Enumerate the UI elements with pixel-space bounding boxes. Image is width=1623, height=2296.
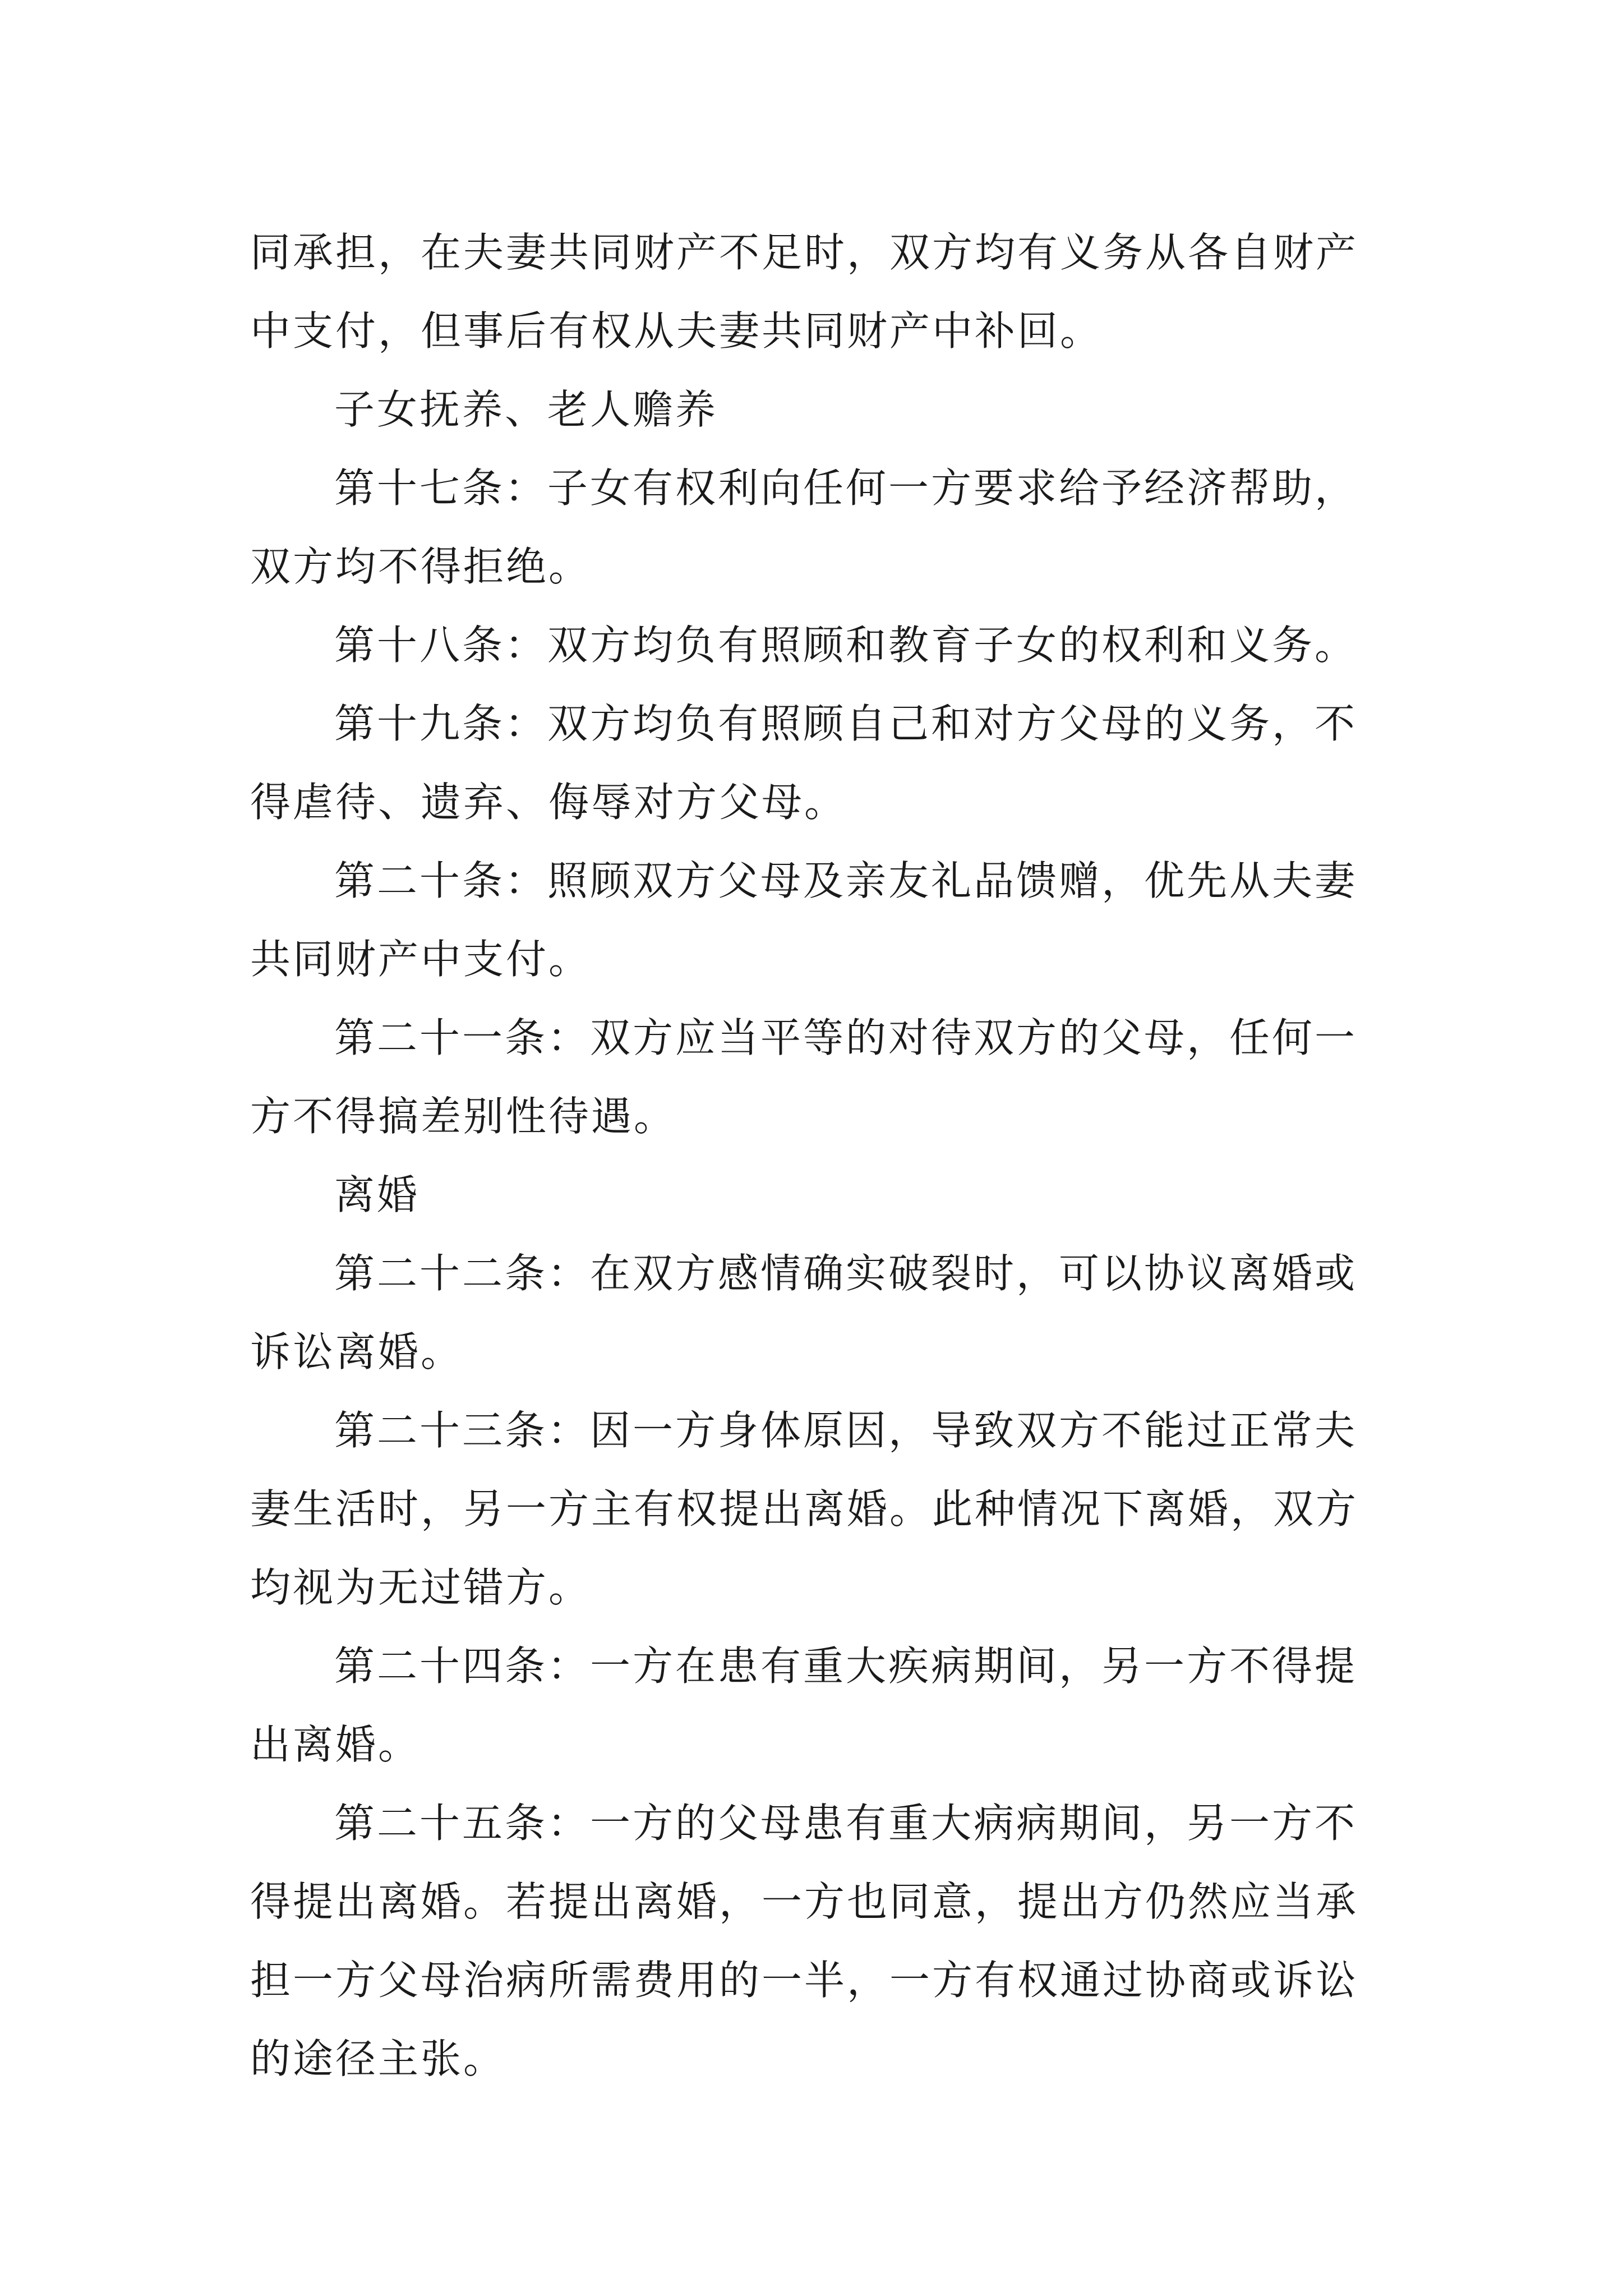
section-heading-child-support: 子女抚养、老人赡养 (334, 386, 718, 433)
article-17: 第十七条：子女有权利向任何一方要求给予经济帮助， (334, 464, 1358, 512)
text-line: 妻生活时，另一方主有权提出离婚。此种情况下离婚，双方 (250, 1485, 1359, 1533)
article-18: 第十八条：双方均负有照顾和教育子女的权利和义务。 (334, 622, 1358, 669)
article-25: 第二十五条：一方的父母患有重大病病期间，另一方不 (334, 1800, 1358, 1847)
text-line: 的途径主张。 (250, 2035, 506, 2082)
section-heading-divorce: 离婚 (334, 1171, 420, 1218)
text-line: 双方均不得拒绝。 (250, 543, 592, 590)
document-body (250, 213, 1389, 2098)
text-line: 方不得搞差别性待遇。 (250, 1093, 677, 1140)
text-line: 中支付，但事后有权从夫妻共同财产中补回。 (250, 307, 1103, 355)
text-line: 担一方父母治病所需费用的一半，一方有权通过协商或诉讼 (250, 1957, 1359, 2004)
text-line: 出离婚。 (250, 1721, 421, 1768)
text-line: 均视为无过错方。 (250, 1564, 592, 1611)
article-24: 第二十四条：一方在患有重大疾病期间，另一方不得提 (334, 1642, 1358, 1690)
text-line: 诉讼离婚。 (250, 1328, 464, 1375)
text-line: 得虐待、遗弃、侮辱对方父母。 (250, 779, 847, 826)
article-21: 第二十一条：双方应当平等的对待双方的父母，任何一 (334, 1014, 1358, 1061)
text-line: 得提出离婚。若提出离婚，一方也同意，提出方仍然应当承 (250, 1878, 1359, 1925)
article-23: 第二十三条：因一方身体原因，导致双方不能过正常夫 (334, 1407, 1358, 1454)
article-20: 第二十条：照顾双方父母及亲友礼品馈赠，优先从夫妻 (334, 857, 1358, 904)
text-line: 共同财产中支付。 (250, 936, 592, 983)
text-line: 同承担，在夫妻共同财产不足时，双方均有义务从各自财产 (250, 229, 1359, 276)
article-22: 第二十二条：在双方感情确实破裂时，可以协议离婚或 (334, 1250, 1358, 1297)
article-19: 第十九条：双方均负有照顾自己和对方父母的义务，不 (334, 700, 1358, 747)
